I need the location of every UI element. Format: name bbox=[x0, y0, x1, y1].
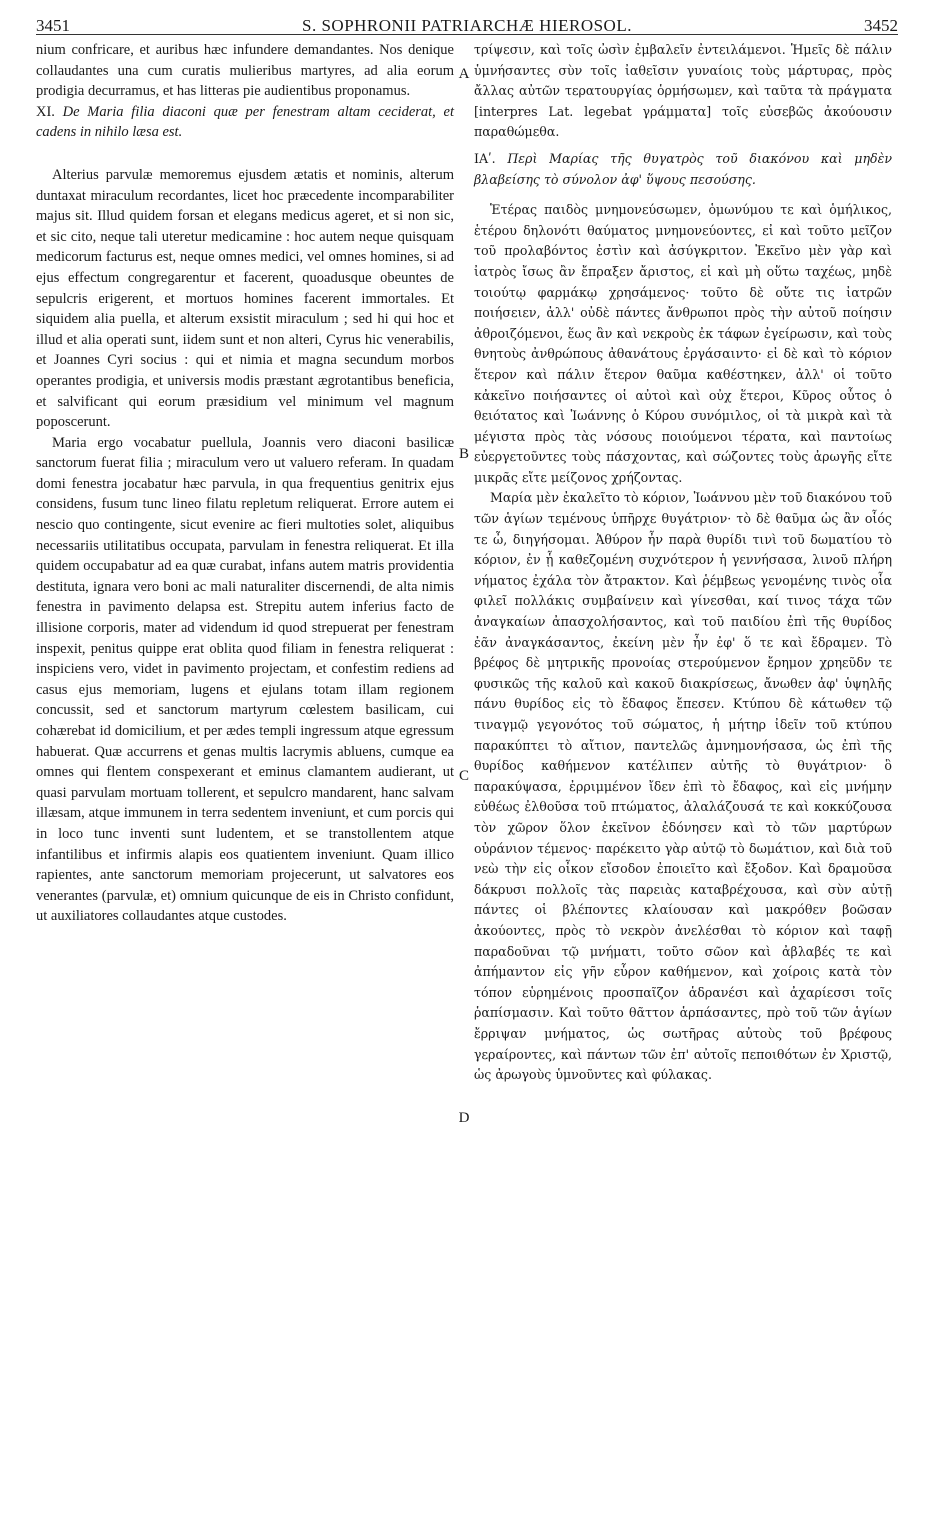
latin-column bbox=[36, 40, 454, 927]
greek-column bbox=[474, 40, 892, 1086]
latin-intro-paragraph: nium confricare, et auribus hæc infundere demandantes. Nos denique collaudantes una cum curatis mulieribus martyres, ad alia eorum prodigia decurramus, et has litteras pie audientibus proponamus. bbox=[36, 42, 454, 100]
margin-marker-d: D bbox=[458, 1110, 470, 1126]
greek-paragraph-2: Μαρία μὲν ἐκαλεῖτο τὸ κόριον, Ἰωάννου μὲν τοῦ διακόνου τοῦ τῶν ἁγίων τεμένους ὑπῆρχε θυγάτριον· τὸ δὲ θαῦμα ὡς ἂν οἷός τε ὦ, διηγήσομαι. Ἀθύρον ἦν παρὰ θυρίδι τινὶ τοῦ δωματίου τὸ κόριον, ἐν ᾗ καθεζομένη συχνότερον ἡ γεννήσασα, λινοῦ πλήρη νήματος ἐχάλα τὸν ἄτρακτον. Καὶ ῥέμβεως γενομένης τινὸς οἷα φιλεῖ πολλάκις συμβαίνειν καὶ γίνεσθαι, καί τινος τάχα τῶν ἀναγκαίων ἀπασχολήσαντος, καὶ τοῦ παιδίου ἐπὶ τῆς θυρίδος ἐᾶν ἀναγκάσαντος, ἐκείνη μὲν ἦν ἐφ' ὅ τε καὶ ἔδραμεν. Τὸ βρέφος δὲ μητρικῆς προνοίας στερούμενον ἔρημον χρηεῦδν τε φυσικῶς τῆς καλοῦ καὶ κακοῦ διακρίσεως, ἄνωθεν ἀφ' ὑψηλῆς πάνυ θυρίδος εἰς τὸ ἔδαφος ἔπεσεν. Κτύπου δὲ κάτωθεν τῷ τιναγμῷ γεγονότος τοῦ σώματος, ἡ μήτηρ ἰδεῖν τοῦ κτύπου παρακύπτει τὸ αἴτιον, παντελῶς ἀμνημονήσασα, ὡς ἐπὶ τῆς θυρίδος καθήμενον κατέλιπεν αὐτῆς τὸ θυγάτριον· ὃ παρακύψασα, ἐρριμμένον ἴδεν ἐπὶ τὸ ἔδαφος, καὶ εἰς μνήμην εὐθέως ἐλθοῦσα τοῦ πτώματος, ἀλαλάζουσά τε καὶ κοκκύζουσα τὸν χῶρον ὅλον ἐκεῖνον ἐδόνησεν καὶ τὸ τῶν μαρτύρων οὐράνιον τέμενος· παρέκειτο γὰρ αὐτῷ τὸ δωμάτιον, καὶ διὰ τοῦ νεὼ τὴν εἰς οἶκον εἴσοδον ἐποιεῖτο καὶ ἔξοδον. Καὶ δραμοῦσα δάκρυσι πολλοῖς τὰς παρειὰς καταβρέχουσα, καὶ σὺν αὐτῇ πάντες οἱ βλέποντες κλαίουσαν καὶ μακρόθεν βοῶσαν ἀκούοντες, πρὸς τὸ νεκρὸν ἀνελέσθαι τὸ κόριον καὶ ταφῇ παραδοῦναι τῷ μνήματι, τοῦτο σῶον καὶ ἀβλαβές τε καὶ ἀπήμαντον εἰς γῆν εὗρον καθήμενον, καὶ χοίροις κατὰ τὸν τόπον εὑρημένοις προσπαῖζον ἁδρανέσι καὶ ἀχαρίεσσι τοῖς ῥαπίσμασιν. Καὶ τοῦτο θᾶττον ἁρπάσαντες, πρὸ τοῦ τῶν ἁγίων ἔρριψαν μνήματος, ὡς σωτῆρας αὐτοὺς τοῦ βρέφους γεραίροντες, καὶ πάντων τῶν ἐπ' αὐτοῖς πεποιθότων ἐν Χριστῷ, ὡς ἀρωγοὺς ὑμνοῦντες καὶ φύλακας. bbox=[474, 490, 892, 1083]
greek-chapter-title: Περὶ Μαρίας τῆς θυγατρὸς τοῦ διακόνου καὶ μηδὲν βλαβείσης τὸ σύνολον ἀφ' ὕψους πεσούσης. bbox=[474, 150, 892, 187]
greek-paragraph-1: Ἑτέρας παιδὸς μνημονεύσωμεν, ὁμωνύμου τε καὶ ὁμήλικος, ἑτέρου δηλονότι θαύματος μνημονεύοντες, εἰ καὶ τοῦτο μεῖζον τοῦ προλαβόντος ἐστὶν καὶ ἀσύγκριτον. Ἐκεῖνο μὲν γὰρ καὶ ἰατρὸς ἴσως ἂν ἔπραξεν ἄριστος, εἰ καὶ μὴ οὕτω ταχέως, μηδὲ τοιούτῳ φαρμάκῳ χρησάμενος· τοῦτο δὲ οὔτε τις ἰατρῶν ποιήσειεν, ἀλλ' οὐδὲ πάντες ἄνθρωποι πρὸς τὴν αὐτοῦ ποίησιν ἀθροιζόμενοι, ἕως ἂν καὶ νεκροὺς ἐκ τάφων ἐγείρωσιν, καὶ τοὺς θνητοὺς ἀνθρώπους ἀθανάτους ἐργάσαιντο· εἰ δὲ καὶ τὸ κόριον ἕτερον καὶ πάλιν ἕτερον θαῦμα καθέστηκεν, ἀλλ' οἱ τοῦτο κἀκεῖνο ποιήσαντες οἱ αὐτοὶ καὶ οὐχ ἕτεροι, Κῦρος οὗτος ὁ θειότατος καὶ Ἰωάννης ὁ Κύρου συνόμιλος, οἱ τὰ μικρὰ καὶ τὰ μέγιστα πρὸς τὰς νόσους ποιούμενοι τέρατα, καὶ παντοίως εὐεργετοῦντες τοὺς πάσχοντας, καὶ σώζοντες τοὺς ἀρωγῆς εἴτε μικρᾶς εἴτε μείζονος χρήζοντας. bbox=[474, 202, 892, 485]
latin-paragraph-2: Maria ergo vocabatur puellula, Joannis vero diaconi basilicæ sanctorum fuerat filia ; miraculum vero ut valuero referam. In quadam domi fenestra jocabatur hæc parvula, in qua frequentius genitrix ejus considens, fusum tunc lineo filatu repletum reliquerat. Errore autem ei nescio quo contingente, sicut evenire ac fieri multoties solet, aliquibus necessariis utilitatibus occupata, parvulam in fenestra reliquerat. Et illa quidem occupabatur ad ea quæ curabat, infans autem matris providentia destituta, ignara vero boni ac mali naturaliter discernendi, de alta nimis fenestra in pavimento delapsa est. Strepitu autem inferius facto de illisione corporis, mater ad videndum id quod strepuerat per fenestram inspexit, penitus quippe erat oblita quod filiam in fenestra reliquerat : inspiciens vero, videt in pavimento projectam, et confestim rediens ad casus ejus memoriam, lugens et ejulans totam illam regionem concussit, sed et sanctorum martyrum cœlestem basilicam, cui cohærebat id domicilium, et per ædes templi ingressum atque egressum habuerat. Quæ accurrens et genas multis lacrymis abluens, cumque ea omnes qui flentem conspexerant et eminus clamantem audierant, ut quasi parvulam mortuam tollerent, et sepulcro mandarent, hanc salvam illæsam, atque immunem in terra sedentem inveniunt, et cum porcis qui in loco tunc inventi sunt ludentem, et se transtollentem atque infantilibus et infirmis alapis eos quatientem inveniunt. Quam illico rapientes, ante sanctorum memoriam projecerunt, ut salvatores eos venerantes (parvulæ, et) omnium quicunque de eis in Christo confidunt, ut auxiliatores collaudantes atque custodes. bbox=[36, 434, 454, 925]
latin-chapter-heading bbox=[36, 102, 454, 143]
latin-paragraph-1: Alterius parvulæ memoremus ejusdem ætatis et nominis, alterum duntaxat miraculum recordantes, licet hoc præcedente incomparabiliter majus sit. Illud quidem forsan et elegans medicus ageret, et si non sic, et sic cito, neque tali uteretur medicamine : hoc autem neque quisquam medicorum facturus est, neque omnes medici, vel omnes homines, si ad ejus effectum congregarentur et facerent, quoadusque obeuntes de sepulcris erigerent, et mortuos homines facerent immortales. Et siquidem alia puella, et alterum exsistit miraculum ; sed hi qui hoc et illud et alia operati sunt, iidem sunt et non alteri, Cyrus hic venerabilis, et Joannes Cyri socius : qui et nimia et magna secundum morbos operantes prodigia, et universis modis præstant ægrotantibus beneficia, et salvificant qui eorum præsidium vel minimum vel magnum poposcerunt. bbox=[36, 166, 454, 431]
margin-marker-c: C bbox=[458, 768, 469, 784]
column-number-right: 3452 bbox=[864, 16, 898, 35]
page-header bbox=[36, 6, 898, 36]
greek-intro-paragraph: τρίψεσιν, καὶ τοῖς ὠσὶν ἐμβαλεῖν ἐντειλάμενοι. Ἡμεῖς δὲ πάλιν ὑμνήσαντες σὺν τοῖς ἰαθεῖσιν γυναίοις τοὺς μάρτυρας, πρὸς ἄλλας αὐτῶν τερατουργίας ὁρμήσωμεν, καὶ ταῦτα τὰ πράγματα [interpres Lat. legebat γράμματα] τοῖς εὐσεβῶς ἀκούουσιν παραθώμεθα. bbox=[474, 42, 892, 140]
margin-marker-a: A bbox=[458, 66, 470, 82]
running-title: S. SOPHRONII PATRIARCHÆ HIEROSOL. bbox=[302, 16, 632, 35]
margin-marker-b: B bbox=[458, 446, 469, 462]
greek-chapter-heading bbox=[474, 149, 892, 190]
greek-chapter-number: ΙΑʹ. bbox=[474, 150, 496, 166]
spacer bbox=[36, 143, 454, 165]
latin-chapter-title: De Maria filia diaconi quæ per fenestram altam ceciderat, et cadens in nihilo læsa est. bbox=[36, 103, 455, 141]
column-number-left: 3451 bbox=[36, 16, 70, 35]
latin-chapter-number: XI. bbox=[36, 103, 55, 120]
header-rule bbox=[36, 34, 898, 35]
